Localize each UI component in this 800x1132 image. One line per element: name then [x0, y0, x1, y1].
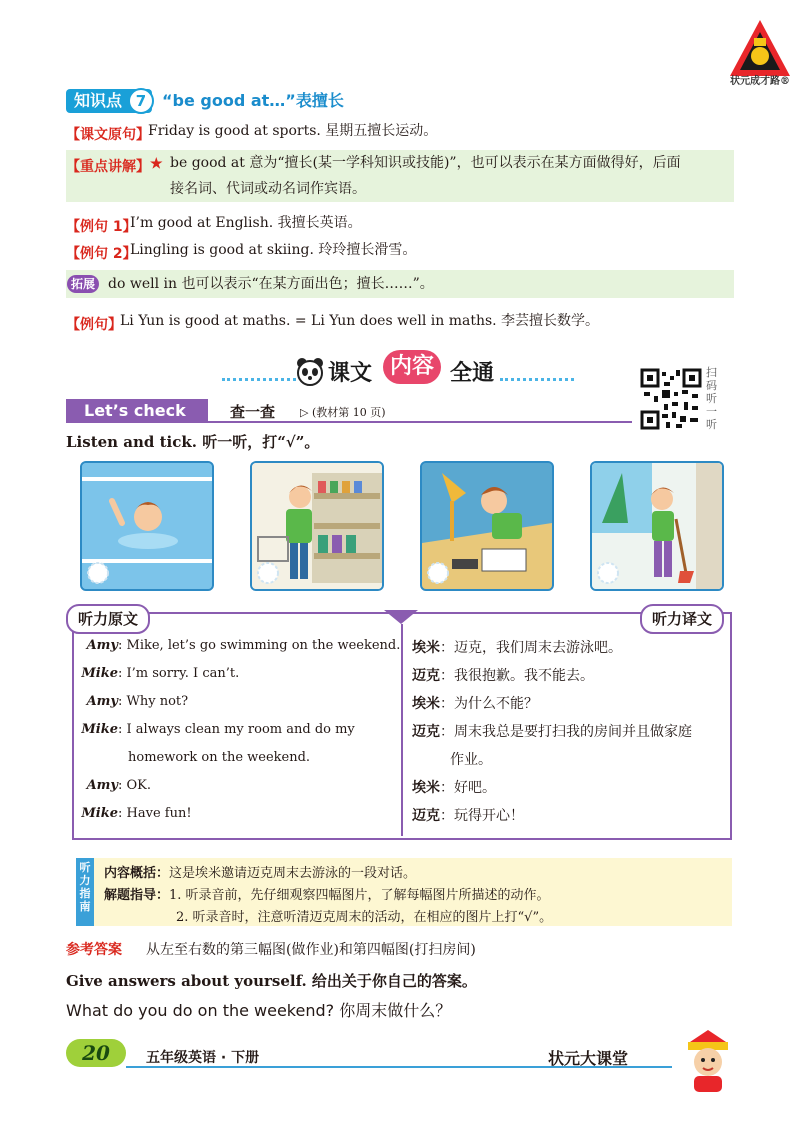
translation-line: 迈克：我很抱歉。我不能去。 [412, 668, 594, 684]
dialogue-line: : I’m sorry. I can’t. [118, 666, 240, 681]
example-2-text: Lingling is good at skiing. 玲玲擅长滑雪。 [130, 242, 417, 258]
speaker-label: Mike [81, 666, 118, 681]
original-sentence-text: Friday is good at sports. 星期五擅长运动。 [148, 123, 438, 139]
speaker-label: Mike [81, 722, 118, 737]
dialogue-line: : OK. [118, 778, 152, 793]
book-title: 五年级英语 · 下册 [146, 1050, 260, 1066]
example-3-tag: 【例句】 [66, 317, 122, 333]
explanation-line-2: 接名词、代词或动名词作宾语。 [170, 181, 366, 197]
example-1-tag: 【例句 1】 [66, 219, 137, 235]
original-sentence-tag: 【课文原句】 [66, 127, 150, 143]
example-3-text: Li Yun is good at maths. = Li Yun does well in maths. 李芸擅长数学。 [120, 313, 600, 329]
translation-line: 迈克：周末我总是要打扫我的房间并且做家庭 [412, 724, 692, 740]
translation-line: 迈克：玩得开心！ [412, 808, 524, 824]
swimming-picture[interactable] [80, 461, 214, 591]
explanation-line-1: be good at 意为“擅长(某一学科知识或技能)”，也可以表示在某方面做得好，后面 [170, 155, 681, 171]
arrow-icon: ▷ [300, 406, 309, 419]
translation-line: 埃米：为什么不能？ [412, 696, 538, 712]
page-number: 20 [66, 1039, 126, 1067]
tick-flower-icon[interactable] [86, 561, 110, 585]
shopping-picture[interactable] [250, 461, 384, 591]
weekend-question: What do you do on the weekend? 你周末做什么？ [66, 1001, 452, 1020]
dialogue-line: : Why not? [118, 694, 189, 709]
homework-picture[interactable] [420, 461, 554, 591]
guide-summary: 内容概括：这是埃米邀请迈克周末去游泳的一段对话。 [104, 866, 417, 881]
lets-check-subtitle: 查一查 [230, 403, 276, 421]
explanation-tag: 【重点讲解】 [66, 159, 150, 175]
guide-tip-2: 2. 听录音时，注意听清迈克周末的活动，在相应的图片上打“√”。 [176, 910, 553, 925]
logo-text: 状元成才路® [730, 76, 790, 87]
expand-text: do well in 也可以表示“在某方面出色；擅长……”。 [108, 276, 434, 292]
example-1-text: I’m good at English. 我擅长英语。 [130, 215, 362, 231]
listening-guide-tag: 听力指南 [76, 858, 94, 926]
mascot-icon [676, 1028, 740, 1094]
banner-text-3: 全通 [450, 361, 495, 386]
cleaning-picture[interactable] [590, 461, 724, 591]
dialogue-line: : Mike, let’s go swimming on the weekend. [118, 638, 401, 653]
banner-dots-right [500, 378, 574, 381]
listen-instruction: Listen and tick. 听一听，打“√”。 [66, 433, 320, 451]
tick-flower-icon[interactable] [596, 561, 620, 585]
footer-brand: 状元大课堂 [548, 1049, 629, 1068]
banner-text-2: 内容 [383, 350, 441, 384]
give-answers-instruction: Give answers about yourself. 给出关于你自己的答案。 [66, 972, 477, 990]
translation-line: 埃米：迈克，我们周末去游泳吧。 [412, 640, 622, 656]
example-2-tag: 【例句 2】 [66, 246, 137, 262]
speaker-label: Amy [86, 694, 118, 709]
tick-flower-icon[interactable] [426, 561, 450, 585]
textbook-reference: ▷ (教材第 10 页) [300, 406, 386, 419]
knowledge-point-number: 7 [128, 88, 154, 114]
tick-flower-icon[interactable] [256, 561, 280, 585]
answer-label: 参考答案 [66, 942, 122, 958]
transcript-divider [401, 624, 403, 836]
speaker-label: Amy [86, 638, 118, 653]
speaker-label: Amy [86, 778, 118, 793]
lets-check-label: Let’s check [66, 399, 208, 423]
expand-badge: 拓展 [67, 275, 99, 293]
panda-icon [296, 357, 324, 387]
guide-tip-1: 解题指导：1. 听录音前，先仔细观察四幅图片，了解每幅图片所描述的动作。 [104, 888, 550, 903]
transcript-tab-translation: 听力译文 [640, 604, 724, 634]
transcript-tab-original: 听力原文 [66, 604, 150, 634]
translation-line-continued: 作业。 [450, 752, 492, 768]
dialogue-line-continued: homework on the weekend. [128, 750, 311, 765]
star-icon: ★ [150, 156, 163, 172]
translation-line: 埃米：好吧。 [412, 780, 496, 796]
knowledge-point-title: “be good at…”表擅长 [162, 91, 344, 110]
speaker-label: Mike [81, 806, 118, 821]
qr-caption: 扫码听一听 [706, 366, 717, 431]
banner-dots-left [222, 378, 296, 381]
dialogue-line: : I always clean my room and do my [118, 722, 355, 737]
banner-text-1: 课文 [328, 361, 373, 386]
dialogue-line: : Have fun! [118, 806, 192, 821]
answer-text: 从左至右数的第三幅图(做作业)和第四幅图(打扫房间) [146, 942, 476, 958]
box-pointer [384, 610, 418, 624]
knowledge-point-badge: 知识点 [66, 89, 152, 113]
qr-code-icon[interactable] [640, 368, 702, 430]
